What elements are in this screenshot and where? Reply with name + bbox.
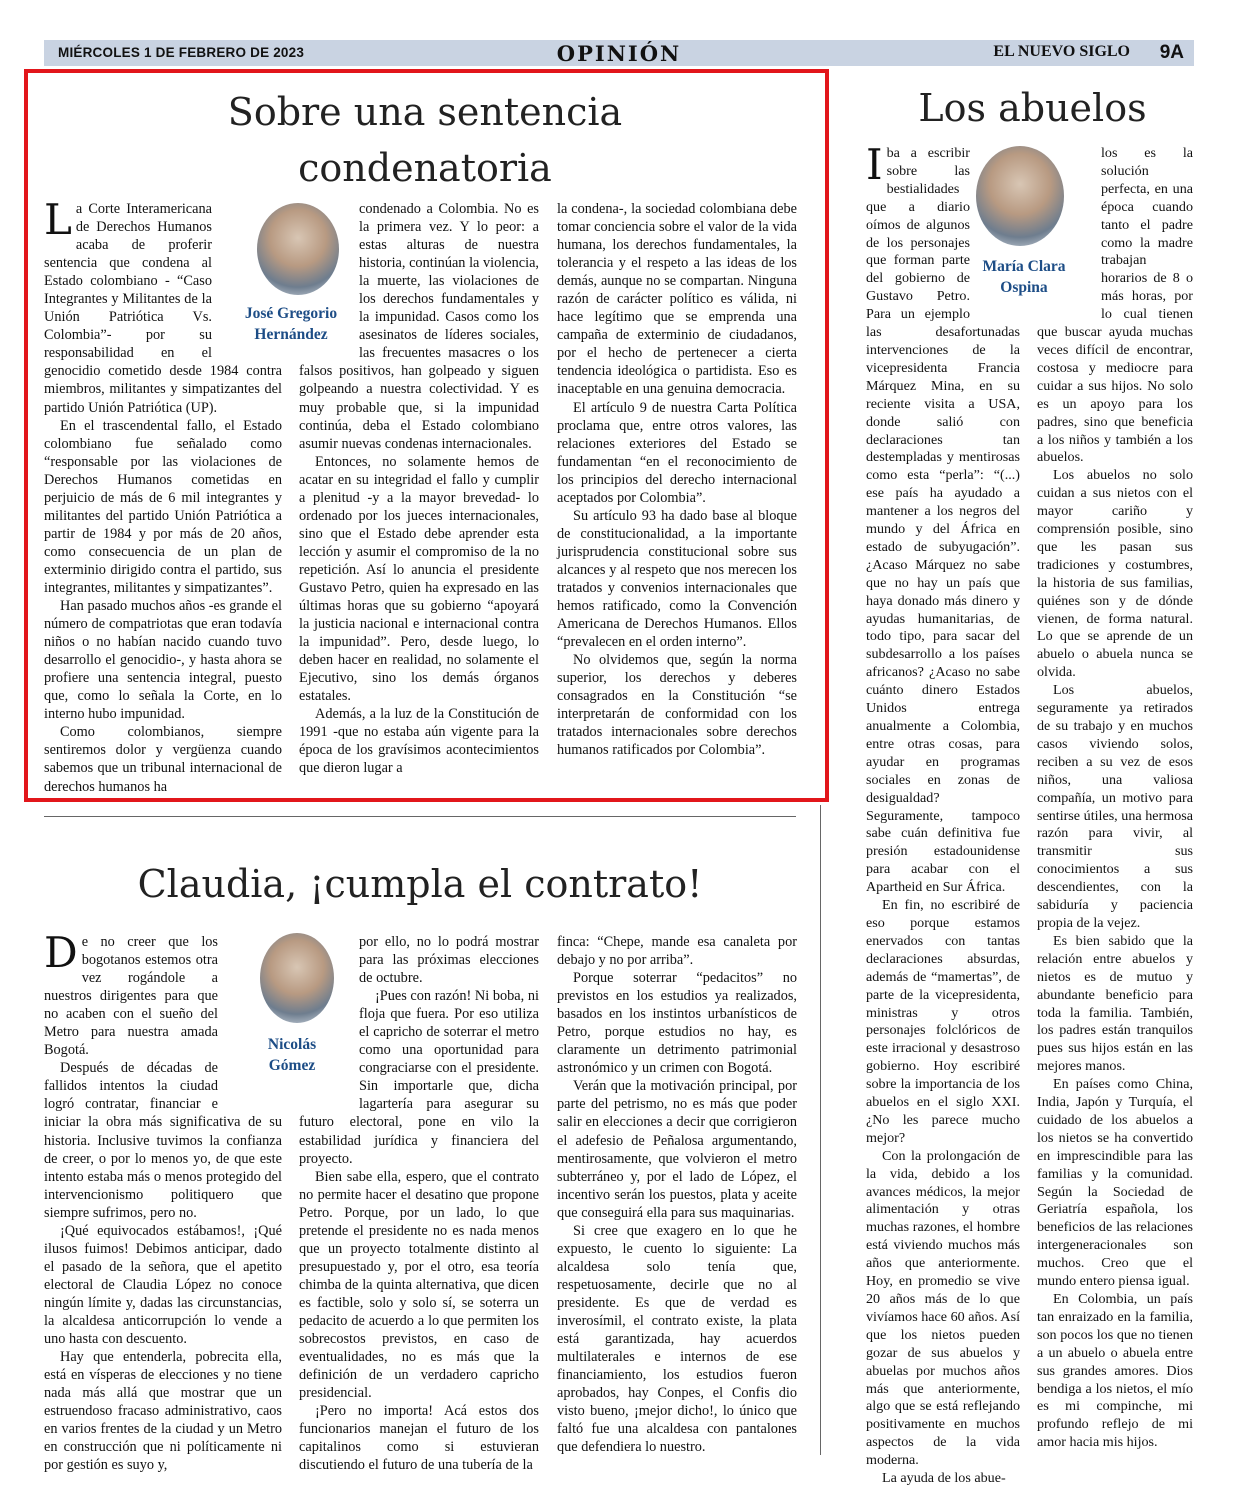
article1-col2 [299,200,539,790]
paragraph: la condena-, la sociedad colombiana debe tomar conciencia sobre el valor de la vida humana, los derechos fundamentales, la tolerancia y el respeto a las ideas de los demás, aunque no se compartan. Ninguna razón de carácter político es válida, ni hace legítimo que se emprenda una campaña de exterminio de ciudadanos, por el hecho de pertenecer a cierta tendencia ideológica o partidista. Eso es inaceptable en una genuina democracia. [557,201,797,398]
paragraph: condenado a Colombia. No es la primera vez. Y lo peor: a estas alturas de nuestra historia, continúan la violencia, la muerte, las violaciones de los derechos fundamentales y la impunidad. Casos como los asesinatos de líderes sociales, las frecuentes masacres o los falsos positivos, han golpeado y siguen golpeando a nuestra colectividad. Y es muy probable que, si la impunidad continúa, deba el Estado colombiano asumir nuevas condenas internacionales. [299,201,539,452]
author-last-name: Ospina [1000,279,1048,296]
paragraph: Hay que entenderla, pobrecita ella, está en vísperas de elecciones y no tiene nada más allá que mostrar que un estruendoso fracaso administrativo, caos en varios frentes de la ciudad y un Metro en construcción que ni políticamente ni por gestión es suyo y, [44,1349,282,1474]
paragraph: a Corte Interamericana de Derechos Humanos acaba de proferir sentencia que condena al Estado colombiano - “Caso Integrantes y Militantes de la Unión Patriótica Vs. Colombia”- por su responsabilidad en el genocidio cometido desde 1984 contra miembros, militantes y simpatizantes del partido Unión Patriótica (UP). [44,201,282,416]
drop-cap: L [44,195,72,244]
paragraph: En fin, no escribiré de eso porque estamos enervados con tantas declaraciones absurdas, además de “mamertas”, de parte de la vicepresidenta, ministras y otros personajes folclóricos de este irracional y desastroso gobierno. Hoy escribiré sobre la importancia de los abuelos en el siglo XXI. ¿No les parece mucho mejor? [866,897,1020,1146]
article3-col1 [866,140,1020,1487]
author-first-name: Nicolás [267,1036,317,1053]
header-date: MIÉRCOLES 1 DE FEBRERO DE 2023 [58,45,305,60]
header-brand: EL NUEVO SIGLO [993,43,1130,60]
article2-title: Claudia, ¡cumpla el contrato! [137,862,703,906]
article2-col2 [299,933,539,1474]
paragraph: Entonces, no solamente hemos de acatar en su integridad el fallo y cumplir a plenitud -y a la mayor brevedad- lo ordenado por los jueces internacionales, sino que el Estado debe aprender esta lección y asumir el compromiso de la no repetición. Así lo anuncia el presidente Gustavo Petro, quien ha expresado en las últimas horas que su gobierno “apoyará la justicia nacional e internacional contra la impunidad”. Pero, desde luego, lo deben hacer en realidad, no solamente el Ejecutivo, sino los demás órganos estatales. [299,453,539,705]
drop-cap: D [44,928,78,977]
header-section: OPINIÓN [556,41,682,66]
article3-title: Los abuelos [918,86,1147,130]
paragraph: e no creer que los bogotanos estemos otra vez rogándole a nuestros dirigentes para que no acaben con el sueño del Metro para nuestra amada Bogotá. [44,934,218,1059]
paragraph: Como colombianos, siempre sentiremos dolor y vergüenza cuando sabemos que un tribunal internacional de derechos humanos ha [44,724,282,795]
paragraph: Verán que la motivación principal, por parte del petrismo, no es más que poder salir en elecciones a decir que corrigieron el adefesio de Peñalosa argumentando, mentirosamente, que volvieron el metro subterráneo y, por el lado de López, el incentivo serán los puestos, plata y aceite que conseguirá ella para sus maquinarias. [557,1078,797,1221]
author-last-name: Gómez [268,1057,316,1074]
paragraph: Es bien sabido que la relación entre abuelos y nietos es de mutuo y abundante beneficio para toda la familia. También, los padres están tranquilos pues sus hijos están en las mejores manos. [1037,932,1193,1075]
paragraph: En el trascendental fallo, el Estado colombiano fue señalado como “responsable por las violaciones de Derechos Humanos cometidas en perjuicio de más de 6 mil integrantes y militantes del partido Unión Patriótica a partir de 1984 y por más de 20 años, como consecuencia de un plan de exterminio dirigido contra el partido, sus integrantes, militantes y simpatizantes”. [44,417,282,596]
paragraph: Han pasado muchos años -es grande el número de compatriotas que eran todavía niños o no habían nacido cuando tuvo desarrollo el genocidio-, y hasta ahora se profiere una sentencia integral, puesto que, como lo señala la Corte, en lo interno hubo impunidad. [44,598,282,723]
article1-title-line1: Sobre una sentencia [227,90,623,134]
paragraph: Bien sabe ella, espero, que el contrato no permite hacer el desatino que propone Petro. Porque, por un lado, lo que pretende el presidente no es nada menos que un proyecto totalmente distinto al presupuestado y, por el otro, esa teoría chimba de la quinta alternativa, que dicen es factible, solo y solo sí, se soterra un pedacito de acuerdo a lo que permiten los sobrecostos previstos, en caso de eventualidades, no es más que la definición de un verdadero capricho presidencial. [299,1168,539,1402]
paragraph: En Colombia, un país tan enraizado en la familia, son pocos los que no tienen a un abuelo o abuela entre sus grandes amores. Dios bendiga a los nietos, el mío es mi compinche, mi profundo reflejo de mi amor hacia mis hijos. [1037,1291,1193,1451]
paragraph: ¡Pues con razón! Ni boba, ni floja que fuera. Por eso utiliza el capricho de soterrar el metro como una oportunidad para congraciarse con el presidente. Sin importarle que, dicha lagartería para asegurar su futuro electoral, pone en vilo la estabilidad jurídica y financiera del proyecto. [299,988,539,1167]
paragraph: los es la solución perfecta, en una época cuando tanto el padre como la madre trabajan horarios de 8 o más horas, por lo cual tienen que buscar ayuda muchas veces difícil de encontrar, costosa y mediocre para cuidar a sus hijos. No solo es un apoyo para los padres, sino que beneficia a los niños y también a los abuelos. [1037,145,1193,466]
article2-col1 [44,928,282,1474]
paragraph: finca: “Chepe, mande esa canaleta por debajo y no por arriba”. [557,934,797,969]
drop-cap: I [866,140,883,189]
article1-title [40,84,810,196]
horizontal-divider [44,816,796,817]
author-first-name: María Clara [982,258,1066,275]
article1-col3 [557,200,797,790]
paragraph: ba a escribir sobre las bestialidades que a diario oímos de algunos de los personajes que forman parte del gobierno de Gustavo Petro. Para un ejemplo las desafortunadas intervenciones de la vicepresidenta Francia Márquez Mina, en su reciente visita a USA, donde salió con declaraciones tan destempladas y mentirosas como esta “perla”: “(...) ese país ha ayudado a mantener a los negros del mundo y del África en estado de subyugación”. ¿Acaso Márquez no sabe que no hay un país que haya donado más dinero y ayudas humanitarias, de todo tipo, para sacar del subdesarrollo a los países africanos? ¿Acaso no sabe cuánto dinero Estados Unidos entrega anualmente a Colombia, entre otras cosas, para ayudar en programas sociales en zonas de desigualdad? Seguramente, tampoco sabe cuán definitiva fue presión estadounidense para acabar con el Apartheid en Sur África. [866,145,1020,896]
article1-title-line2: condenatoria [298,146,552,190]
article2-col3 [557,933,797,1463]
article3-col2 [1037,145,1193,1465]
author-last-name: Hernández [254,326,328,343]
paragraph: En países como China, India, Japón y Turquía, el cuidado de los abuelos a los nietos se ha convertido en imprescindible para las familias y la comunidad. Según la Sociedad de Geriatría española, los beneficios de las relaciones intergeneracionales son muchos. Creo que el mundo entero piensa igual. [1037,1076,1193,1290]
paragraph: por ello, no lo podrá mostrar para las próximas elecciones de octubre. [359,934,539,987]
paragraph: ¡Qué equivocados estábamos!, ¡Qué ilusos fuimos! Debimos anticipar, dado el pasado de la señora, que el apetito electoral de Claudia López no conoce ningún límite y, dadas las circunstancias, la alcaldesa anticorrupción lo vende a uno hasta con descuento. [44,1222,282,1348]
paragraph: Los abuelos no solo cuidan a sus nietos con el mayor cariño y comprensión posible, sino que les pasan sus tradiciones y costumbres, la historia de sus familias, quiénes son y de dónde vienen, de forma natural. Lo que se aprende de un abuelo o abuela nunca se olvida. [1037,467,1193,681]
article1-col1 [44,195,282,795]
paragraph: No olvidemos que, según la norma superior, los derechos y deberes consagrados en la Constitución “se interpretarán de conformidad con los tratados internacionales sobre derechos humanos ratificados por Colombia”. [557,652,797,759]
vertical-divider [820,805,821,1455]
page-header [44,40,1194,66]
paragraph: Con la prolongación de la vida, debido a los avances médicos, la mejor alimentación y otras muchas razones, el hombre está viviendo muchos más años que anteriormente. Hoy, en promedio se vive 20 años más de lo que vivíamos hace 60 años. Así que los nietos pueden gozar de sus abuelos y abuelas por muchos años más que anteriormente, algo que se está reflejando positivamente en muchos aspectos de la vida moderna. [866,1147,1020,1469]
paragraph: La ayuda de los abue- [882,1470,1006,1487]
header-page-number: 9A [1159,42,1184,63]
author-first-name: José Gregorio [244,305,338,322]
paragraph: ¡Pero no importa! Acá estos dos funcionarios manejan el futuro de los capitalinos como si estuvieran discutiendo el futuro de una tubería de la [299,1403,539,1474]
paragraph: Si cree que exagero en lo que he expuesto, le cuento lo siguiente: La alcaldesa solo tenía que, respetuosamente, decirle que no al presidente. Es que de verdad es inverosímil, el contrato existe, la plata está garantizada, hay acuerdos multilaterales e internos de ese financiamiento, los estudios fueron aprobados, hay Conpes, el Confis dio visto bueno, ¡mejor dicho!, lo único que faltó fue una alcaldesa con pantalones que defendiera lo nuestro. [557,1222,797,1456]
paragraph: Su artículo 93 ha dado base al bloque de constitucionalidad, a la importante jurisprudencia constitucional sobre sus alcances y al respeto que nos merecen los tratados y convenios internacionales que hemos ratificado, como la Convención Americana de Derechos Humanos. Ellos “prevalecen en el orden interno”. [557,507,797,651]
paragraph: Después de décadas de fallidos intentos la ciudad logró contratar, financiar e iniciar la obra más significativa de su historia. Inclusive tuvimos la confianza de creer, o por lo menos yo, de que este intento estaba más o menos protegido del intervencionismo politiquero que siempre sufrimos, pero no. [44,1060,282,1221]
paragraph: Porque soterrar “pedacitos” no previstos en los estudios ya realizados, basados en los instintos urbanísticos de Petro, porque estudios no hay, es claramente un detrimento patrimonial astronómico y un crimen con Bogotá. [557,970,797,1077]
paragraph: Los abuelos, seguramente ya retirados de su trabajo y en muchos casos viviendo solos, reciben a su vez de esos niños, una valiosa compañía, un motivo para sentirse útiles, una hermosa razón para vivir, al transmitir sus conocimientos a sus descendientes, con la sabiduría y paciencia propia de la vejez. [1037,682,1193,931]
paragraph: Además, a la luz de la Constitución de 1991 -que no estaba aún vigente para la época de los gravísimos acontecimientos que dieron lugar a [299,706,539,777]
paragraph: El artículo 9 de nuestra Carta Política proclama que, entre otros valores, las relaciones exteriores del Estado se fundamentan “en el reconocimiento de los principios del derecho internacional aceptados por Colombia”. [557,399,797,506]
